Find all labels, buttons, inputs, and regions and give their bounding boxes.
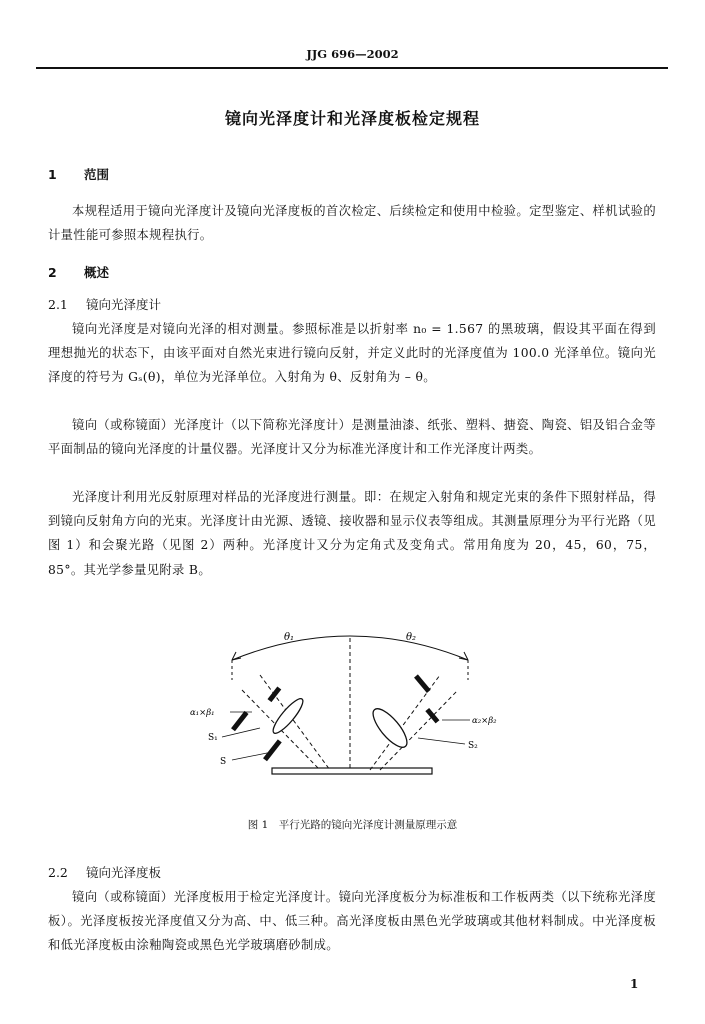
label-s: S	[220, 757, 227, 767]
subsection-2-2-title: 镜向光泽度板	[86, 865, 162, 880]
label-s2: S₂	[468, 741, 478, 751]
stop-left	[263, 739, 282, 761]
label-alpha-2: α₂×β₂	[472, 716, 497, 726]
label-s1: S₁	[208, 733, 218, 743]
aperture-left	[231, 711, 248, 731]
section-1-number: 1	[48, 167, 57, 182]
subsection-2-2-paragraph: 镜向（或称镜面）光泽度板用于检定光泽度计。镜向光泽度板分为标准板和工作板两类（以下统称光泽度板）。光泽度板按光泽度值又分为高、中、低三种。高光泽度板由黑色光学玻璃或其他材料制成。中光泽度板和低光泽度板由涂釉陶瓷或黑色光学玻璃磨砂制成。	[48, 890, 656, 953]
figure-1-diagram	[180, 620, 520, 805]
section-1-paragraph: 本规程适用于镜向光泽度计及镜向光泽度板的首次检定、后续检定和使用中检验。定型鉴定、样机试验的计量性能可参照本规程执行。	[48, 204, 656, 243]
lens-right	[368, 704, 413, 752]
section-2-title: 概述	[84, 265, 110, 280]
arc-arrow-right	[459, 652, 468, 660]
subsection-2-1-number: 2.1	[48, 297, 68, 312]
figure-1-caption: 图 1 平行光路的镜向光泽度计测量原理示意	[247, 819, 458, 831]
sample-plate	[272, 768, 432, 774]
header-rule	[36, 67, 668, 69]
page-title: 镜向光泽度计和光泽度板检定规程	[224, 109, 480, 128]
label-theta-2: θ₂	[406, 632, 417, 643]
section-2-number: 2	[48, 265, 57, 280]
section-1-title: 范围	[84, 167, 110, 182]
subsection-2-1-paragraph-1: 镜向光泽度是对镜向光泽的相对测量。参照标准是以折射率 n₀ = 1.567 的黑玻璃，假设其平面在得到理想抛光的状态下，由该平面对自然光束进行镜向反射，并定义此时的光泽度值为 100.0 光泽单位。镜向光泽度的符号为 Gₛ(θ)，单位为光泽单位。入射角为 θ、反射角为 – θ。	[48, 322, 656, 385]
subsection-2-1-paragraph-2: 镜向（或称镜面）光泽度计（以下简称光泽度计）是测量油漆、纸张、塑料、搪瓷、陶瓷、铝及铝合金等平面制品的镜向光泽度的计量仪器。光泽度计又分为标准光泽度计和工作光泽度计两类。	[48, 418, 656, 457]
aperture-right	[425, 708, 439, 723]
arc-arrow-left	[232, 652, 241, 660]
lens-left	[269, 695, 306, 736]
subsection-2-1-heading	[48, 295, 161, 313]
section-1-heading	[48, 165, 109, 183]
subsection-2-2-number: 2.2	[48, 865, 68, 880]
subsection-2-2-heading	[48, 863, 161, 881]
standard-code-header: JJG 696—2002	[306, 47, 399, 61]
receiver-slit-right	[414, 674, 431, 693]
subsection-2-1-paragraph-3: 光泽度计利用光反射原理对样品的光泽度进行测量。即：在规定入射角和规定光束的条件下照射样品，得到镜向反射角方向的光束。光泽度计由光源、透镜、接收器和显示仪表等组成。其测量原理分为平行光路（见图 1）和会聚光路（见图 2）两种。光泽度计又分为定角式及变角式。常用角度为 20，45，60，75，85°。其光学参量见附录 B。	[48, 490, 656, 577]
label-theta-1: θ₁	[284, 632, 295, 643]
page-number: 1	[630, 977, 639, 991]
section-2-heading	[48, 263, 109, 281]
label-alpha-1: α₁×β₁	[190, 708, 215, 718]
subsection-2-1-title: 镜向光泽度计	[86, 297, 162, 312]
